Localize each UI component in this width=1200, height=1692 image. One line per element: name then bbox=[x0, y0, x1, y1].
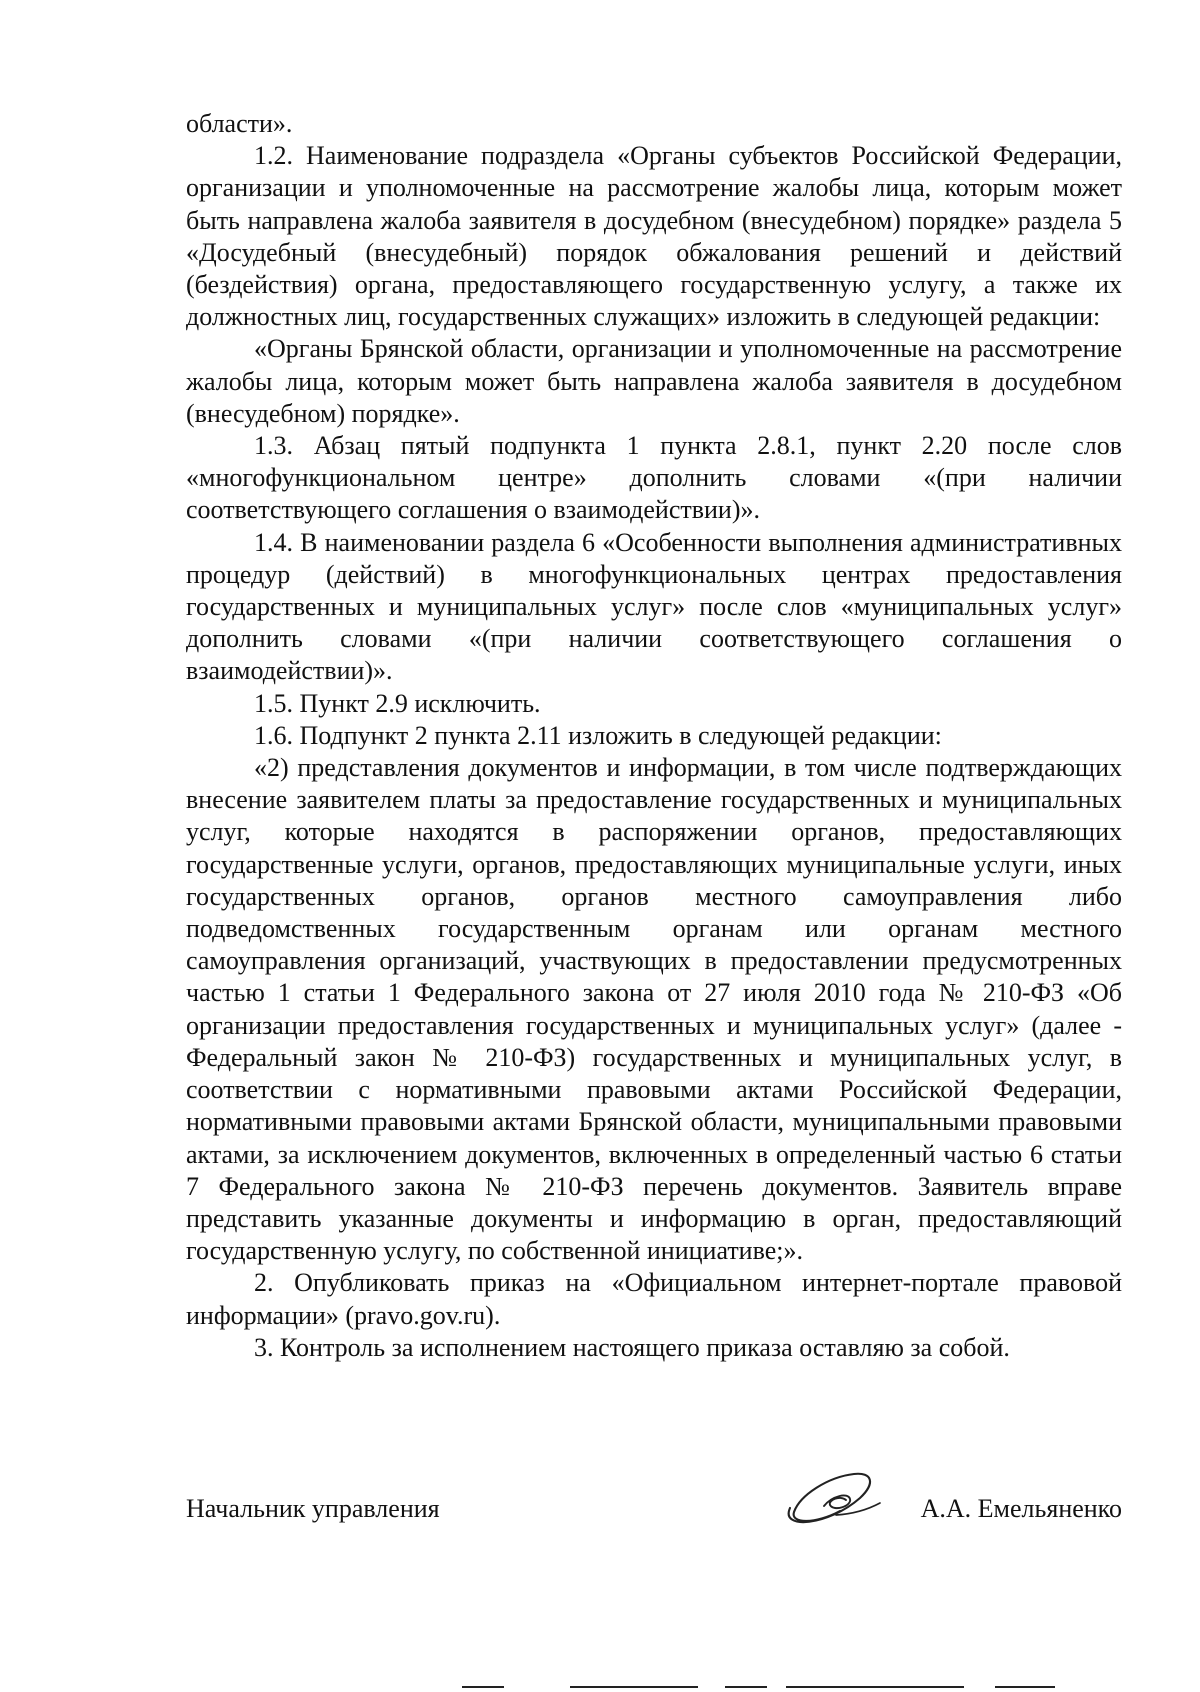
paragraph-1-5: 1.5. Пункт 2.9 исключить. bbox=[254, 688, 541, 718]
paragraph-2: 2. Опубликовать приказ на «Официальном интернет-портале правовой информации» (pravo.gov.ru). bbox=[186, 1268, 1122, 1330]
paragraph-1-3: 1.3. Абзац пятый подпункта 1 пункта 2.8.1, пункт 2.20 после слов «многофункциональном центре» дополнить словами «(при наличии соответствующего соглашения о взаимодействии)». bbox=[186, 431, 1122, 525]
document-body bbox=[186, 108, 1122, 1364]
signature-block bbox=[186, 1468, 1122, 1538]
paragraph-quoted-subparagraph-2: «2) представления документов и информации, в том числе подтверждающих внесение заявителем платы за предоставление государственных и муниципальных услуг, которые находятся в распоряжении органов, предоставляющих государственные услуги, органов, предоставляющих муниципальные услуги, иных государственных органов, органов местного самоуправления либо подведомственных государственным органам или органам местного самоуправления организаций, участвующих в предоставлении предусмотренных частью 1 статьи 1 Федерального закона от 27 июля 2010 года № 210-ФЗ «Об организации предоставления государственных и муниципальных услуг» (далее - Федеральный закон № 210-ФЗ) государственных и муниципальных услуг, в соответствии с нормативными правовыми актами Российской Федерации, нормативными правовыми актами Брянской области, муниципальными правовыми актами, за исключением документов, включенных в определенный частью 6 статьи 7 Федерального закона № 210-ФЗ перечень документов. Заявитель вправе представить указанные документы и информацию в орган, предоставляющий государственную услугу, по собственной инициативе;». bbox=[186, 753, 1122, 1266]
bottom-rule bbox=[995, 1686, 1055, 1688]
handwritten-signature-icon bbox=[776, 1468, 896, 1532]
paragraph-1-4: 1.4. В наименовании раздела 6 «Особенности выполнения административных процедур (действий) в многофункциональных центрах предоставления государственных и муниципальных услуг» после слов «муниципальных услуг» дополнить словами «(при наличии соответствующего соглашения о взаимодействии)». bbox=[186, 527, 1122, 686]
signatory-name: А.А. Емельяненко bbox=[920, 1494, 1122, 1523]
paragraph-continuation: области». bbox=[186, 109, 293, 138]
signatory-position: Начальник управления bbox=[186, 1494, 440, 1523]
bottom-rule bbox=[570, 1686, 698, 1688]
paragraph-1-6: 1.6. Подпункт 2 пункта 2.11 изложить в следующей редакции: bbox=[254, 720, 942, 750]
bottom-cut-marks bbox=[0, 1684, 1200, 1692]
bottom-rule bbox=[786, 1686, 964, 1688]
paragraph-1-2: 1.2. Наименование подраздела «Органы субъектов Российской Федерации, организации и уполномоченные на рассмотрение жалобы лица, которым может быть направлена жалоба заявителя в досудебном (внесудебном) порядке» раздела 5 «Досудебный (внесудебный) порядок обжалования решений и действий (бездействия) органа, предоставляющего государственную услугу, а также их должностных лиц, государственных служащих» изложить в следующей редакции: bbox=[186, 141, 1122, 332]
paragraph-3: 3. Контроль за исполнением настоящего приказа оставляю за собой. bbox=[254, 1332, 1010, 1362]
paragraph-quoted-subsection-title: «Органы Брянской области, организации и уполномоченные на рассмотрение жалобы лица, которым может быть направлена жалоба заявителя в досудебном (внесудебном) порядке». bbox=[186, 334, 1122, 428]
bottom-rule bbox=[462, 1686, 504, 1688]
bottom-rule bbox=[725, 1686, 767, 1688]
